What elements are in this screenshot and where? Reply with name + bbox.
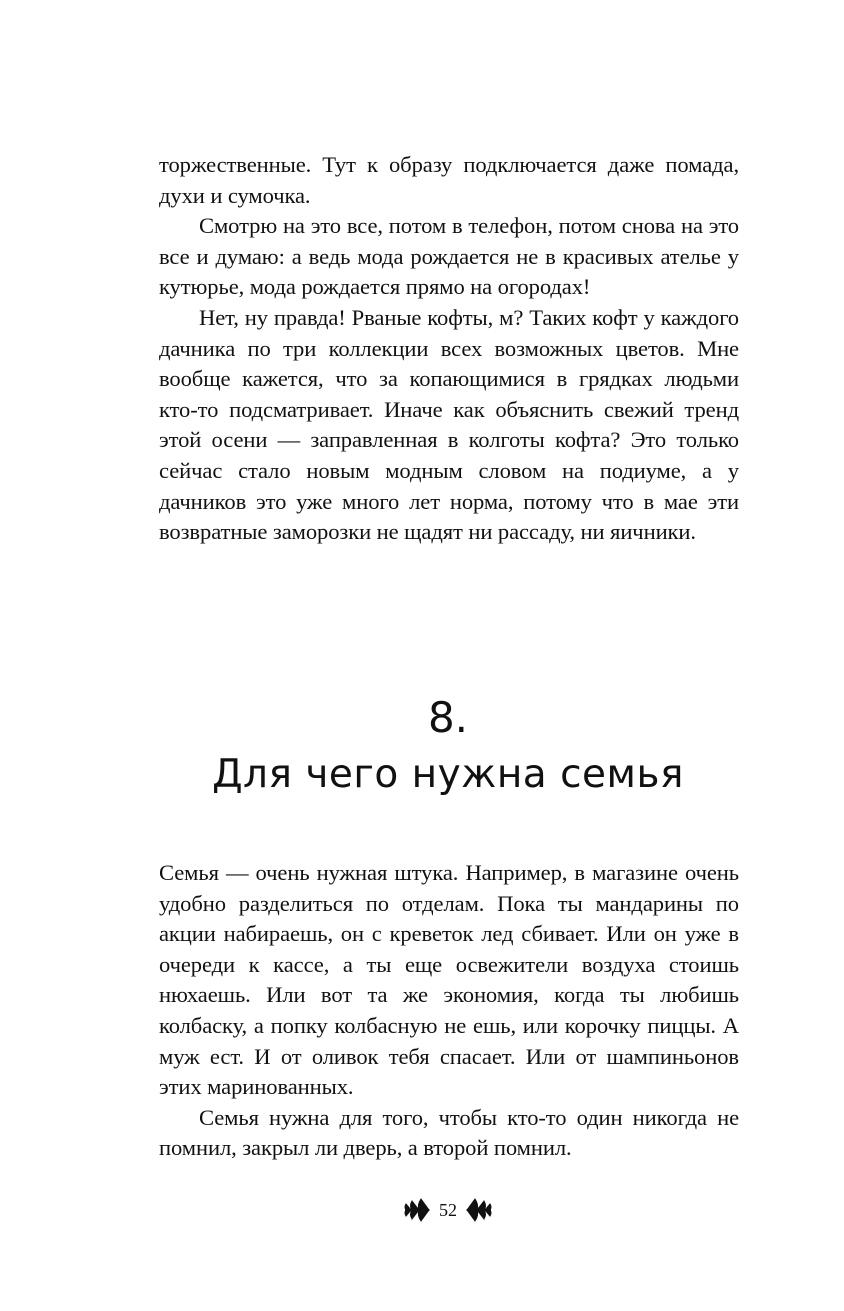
chapter-text-block xyxy=(159,858,739,1164)
paragraph: Семья — очень нужная штука. Например, в магазине очень удобно разделиться по отделам. Пока ты мандарины по акции набираешь, он с креветок лед сбивает. Или он уже в очереди к кассе, а ты еще освежители воздуха стоишь нюхаешь. Или вот та же экономия, когда ты любишь колбаску, а попку колбасную не ешь, или корочку пиццы. А муж ест. И от оливок тебя спасает. Или от шампиньонов этих маринованных. xyxy=(159,860,739,1100)
paragraph: торжественные. Тут к образу подключается даже помада, духи и сумочка. xyxy=(159,152,739,208)
page-footer xyxy=(0,1192,844,1228)
page-number: 52 xyxy=(439,1199,457,1220)
chapter-number: 8. xyxy=(427,693,469,742)
paragraph: Нет, ну правда! Рваные кофты, м? Таких кофт у каждого дачника по три коллекции всех возможных цветов. Мне вообще кажется, что за копающимися в грядках людьми кто-то подсматривает. Иначе как объяснить свежий тренд этой осени — заправленная в колготы кофта? Это только сейчас стало новым модным словом на подиуме, а у дачников это уже много лет норма, потому что в мае эти возвратные заморозки не щадят ни рассаду, ни яичники. xyxy=(159,304,739,545)
leaf-ornament-left-icon xyxy=(403,1195,433,1225)
leaf-ornament-right-icon xyxy=(463,1195,493,1225)
paragraph: Смотрю на это все, потом в телефон, потом снова на это все и думаю: а ведь мода рождается не в красивых ателье у кутюрье, мода рождается прямо на огородах! xyxy=(159,213,739,300)
top-text-block xyxy=(159,150,739,548)
paragraph: Семья нужна для того, чтобы кто-то один никогда не помнил, закрыл ли дверь, а второй помнил. xyxy=(159,1104,739,1161)
chapter-title: Для чего нужна семья xyxy=(212,752,684,797)
